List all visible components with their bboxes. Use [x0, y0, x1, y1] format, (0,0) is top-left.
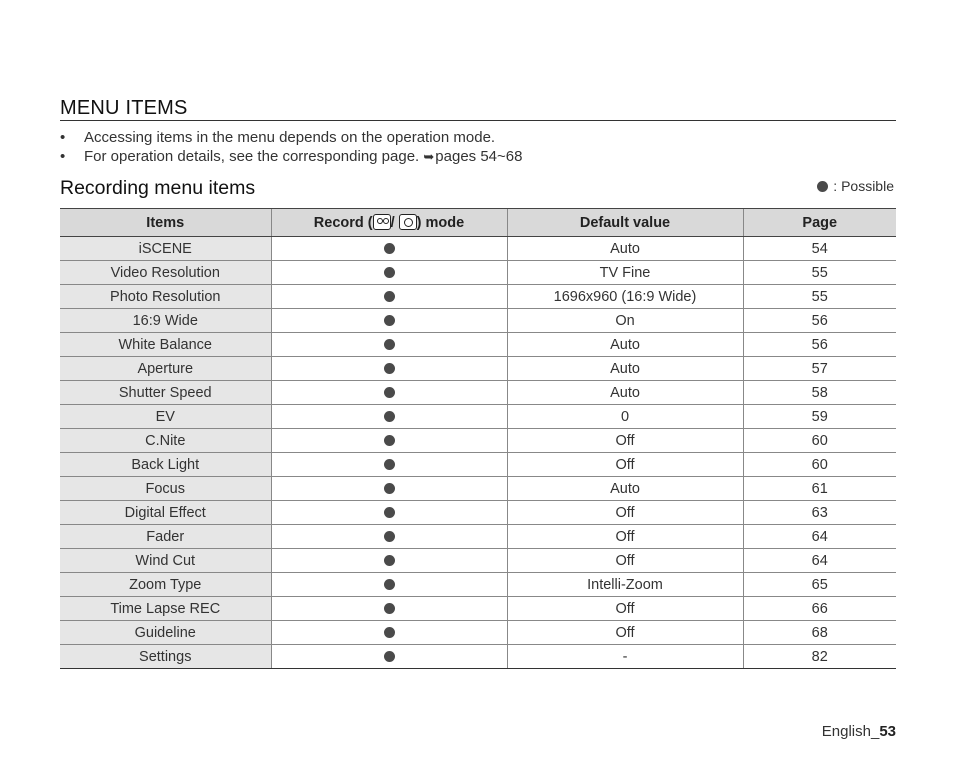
table-row	[60, 261, 896, 285]
table-row	[60, 405, 896, 429]
record-mode-cell	[271, 261, 507, 285]
default-value: Off	[507, 501, 743, 525]
section-title: MENU ITEMS	[60, 97, 896, 121]
page-footer	[822, 723, 896, 740]
page-number: 53	[879, 723, 896, 740]
header-record-mode	[271, 209, 507, 237]
item-name: Fader	[60, 525, 271, 549]
record-mode-cell	[271, 429, 507, 453]
arrow-right-icon: ➥	[423, 149, 435, 164]
default-value: TV Fine	[507, 261, 743, 285]
record-mode-cell	[271, 453, 507, 477]
item-name: Time Lapse REC	[60, 597, 271, 621]
table-row	[60, 501, 896, 525]
filled-circle-icon	[384, 459, 395, 470]
filled-circle-icon	[817, 181, 828, 192]
table-row	[60, 453, 896, 477]
table-row	[60, 645, 896, 669]
item-name: Aperture	[60, 357, 271, 381]
item-name: C.Nite	[60, 429, 271, 453]
page-ref: 68	[743, 621, 896, 645]
default-value: Intelli-Zoom	[507, 573, 743, 597]
table-row	[60, 429, 896, 453]
table-row	[60, 309, 896, 333]
record-mode-cell	[271, 237, 507, 261]
header-items: Items	[60, 209, 271, 237]
camcorder-icon	[373, 214, 391, 230]
page-reference: pages 54~68	[435, 148, 523, 165]
item-name: Video Resolution	[60, 261, 271, 285]
header-default-value: Default value	[507, 209, 743, 237]
item-name: Zoom Type	[60, 573, 271, 597]
default-value: Off	[507, 453, 743, 477]
record-mode-cell	[271, 621, 507, 645]
page-ref: 64	[743, 549, 896, 573]
table-row	[60, 549, 896, 573]
table-row	[60, 237, 896, 261]
record-mode-cell	[271, 405, 507, 429]
recording-menu-table	[60, 208, 896, 669]
filled-circle-icon	[384, 387, 395, 398]
camera-icon	[399, 214, 417, 230]
filled-circle-icon	[384, 315, 395, 326]
item-name: Wind Cut	[60, 549, 271, 573]
bullet-text: For operation details, see the corresponding page.	[84, 148, 424, 165]
record-mode-cell	[271, 381, 507, 405]
table-row	[60, 477, 896, 501]
info-bullets	[60, 128, 522, 166]
filled-circle-icon	[384, 507, 395, 518]
record-mode-cell	[271, 357, 507, 381]
default-value: Off	[507, 621, 743, 645]
record-mode-cell	[271, 525, 507, 549]
page-ref: 54	[743, 237, 896, 261]
legend-label: : Possible	[833, 178, 894, 194]
bullet-icon: •	[60, 129, 66, 146]
bullet-text: Accessing items in the menu depends on the operation mode.	[84, 129, 496, 146]
filled-circle-icon	[384, 651, 395, 662]
filled-circle-icon	[384, 579, 395, 590]
item-name: Focus	[60, 477, 271, 501]
table-row	[60, 357, 896, 381]
table-row	[60, 285, 896, 309]
table-row	[60, 381, 896, 405]
default-value: Auto	[507, 381, 743, 405]
default-value: Auto	[507, 477, 743, 501]
page-ref: 63	[743, 501, 896, 525]
page-ref: 59	[743, 405, 896, 429]
item-name: White Balance	[60, 333, 271, 357]
record-mode-cell	[271, 309, 507, 333]
filled-circle-icon	[384, 291, 395, 302]
table-row	[60, 597, 896, 621]
table-row	[60, 621, 896, 645]
bullet-item	[60, 128, 522, 147]
default-value: Off	[507, 597, 743, 621]
item-name: iSCENE	[60, 237, 271, 261]
header-page: Page	[743, 209, 896, 237]
record-mode-cell	[271, 645, 507, 669]
table-header-row	[60, 209, 896, 237]
item-name: Shutter Speed	[60, 381, 271, 405]
record-mode-cell	[271, 285, 507, 309]
header-record-prefix: Record (	[313, 215, 373, 231]
page-ref: 55	[743, 261, 896, 285]
table-row	[60, 333, 896, 357]
filled-circle-icon	[384, 627, 395, 638]
table-row	[60, 573, 896, 597]
filled-circle-icon	[384, 411, 395, 422]
record-mode-cell	[271, 477, 507, 501]
default-value: Off	[507, 549, 743, 573]
subsection-title: Recording menu items	[60, 177, 256, 199]
default-value: Auto	[507, 237, 743, 261]
filled-circle-icon	[384, 555, 395, 566]
table-row	[60, 525, 896, 549]
header-record-suffix: ) mode	[416, 215, 465, 231]
item-name: Back Light	[60, 453, 271, 477]
record-mode-cell	[271, 549, 507, 573]
page-ref: 64	[743, 525, 896, 549]
filled-circle-icon	[384, 603, 395, 614]
filled-circle-icon	[384, 435, 395, 446]
item-name: EV	[60, 405, 271, 429]
default-value: 1696x960 (16:9 Wide)	[507, 285, 743, 309]
item-name: Digital Effect	[60, 501, 271, 525]
filled-circle-icon	[384, 267, 395, 278]
page-ref: 65	[743, 573, 896, 597]
header-record-slash: /	[390, 215, 395, 231]
page-ref: 57	[743, 357, 896, 381]
filled-circle-icon	[384, 243, 395, 254]
page-ref: 58	[743, 381, 896, 405]
footer-language: English_	[821, 723, 880, 740]
page-ref: 82	[743, 645, 896, 669]
default-value: Off	[507, 525, 743, 549]
bullet-icon: •	[60, 148, 66, 165]
default-value: On	[507, 309, 743, 333]
record-mode-cell	[271, 597, 507, 621]
default-value: Auto	[507, 357, 743, 381]
filled-circle-icon	[384, 363, 395, 374]
filled-circle-icon	[384, 483, 395, 494]
page-ref: 56	[743, 333, 896, 357]
filled-circle-icon	[384, 339, 395, 350]
page-ref: 60	[743, 429, 896, 453]
item-name: Guideline	[60, 621, 271, 645]
legend	[817, 178, 894, 194]
filled-circle-icon	[384, 531, 395, 542]
page-ref: 60	[743, 453, 896, 477]
page-ref: 61	[743, 477, 896, 501]
bullet-item	[60, 147, 522, 166]
record-mode-cell	[271, 501, 507, 525]
item-name: Settings	[60, 645, 271, 669]
default-value: Off	[507, 429, 743, 453]
record-mode-cell	[271, 573, 507, 597]
page-ref: 56	[743, 309, 896, 333]
default-value: -	[507, 645, 743, 669]
item-name: 16:9 Wide	[60, 309, 271, 333]
default-value: Auto	[507, 333, 743, 357]
page-ref: 66	[743, 597, 896, 621]
page-ref: 55	[743, 285, 896, 309]
record-mode-cell	[271, 333, 507, 357]
default-value: 0	[507, 405, 743, 429]
item-name: Photo Resolution	[60, 285, 271, 309]
